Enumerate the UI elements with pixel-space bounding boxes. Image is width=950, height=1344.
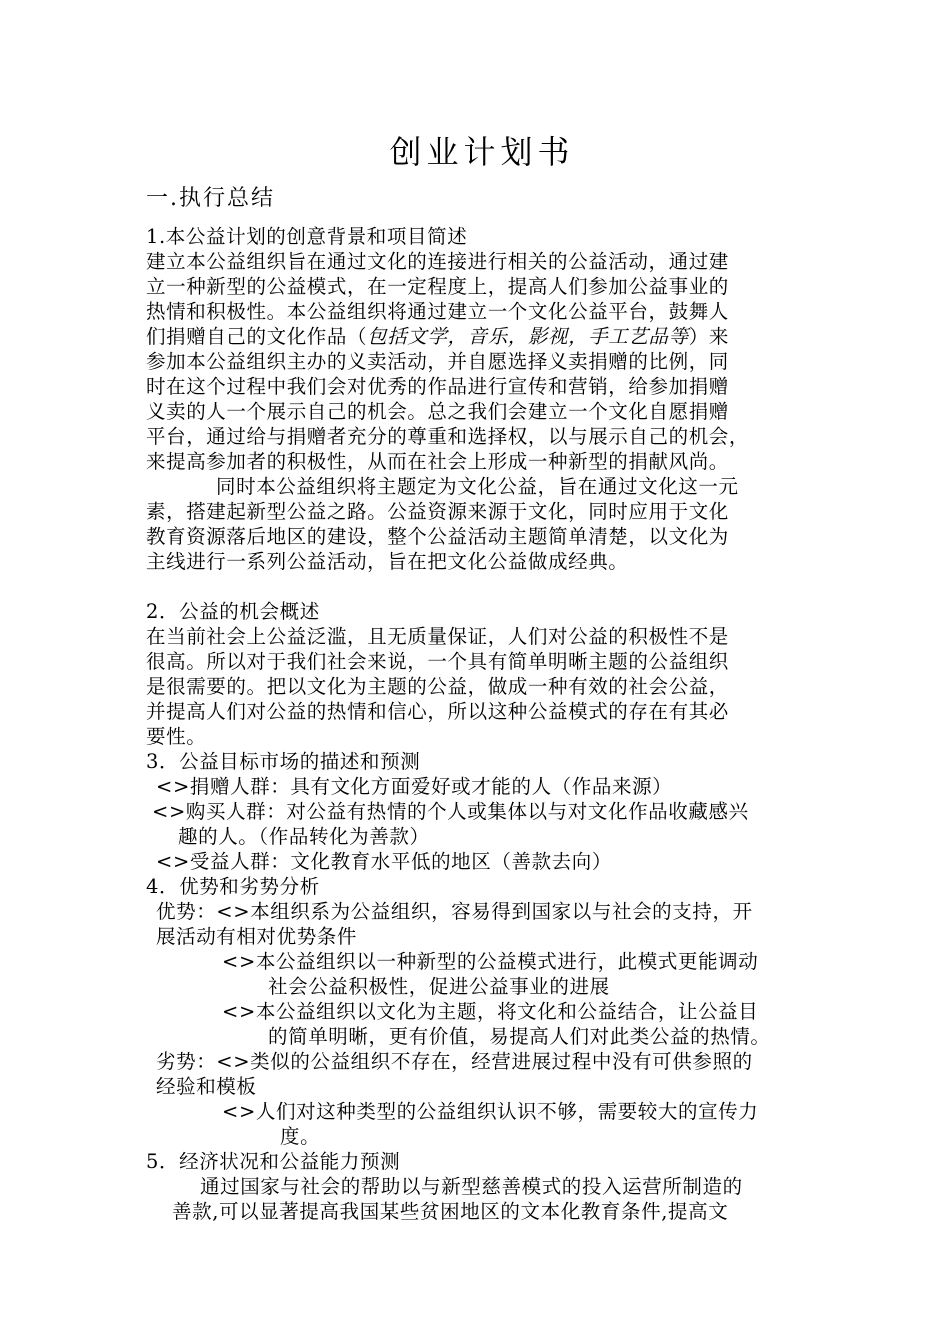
s1-line: 立一种新型的公益模式，在一定程度上，提高人们参加公益事业的 (146, 275, 729, 298)
section-heading: 一.执行总结 (146, 186, 275, 211)
s1-heading: 1.本公益计划的创意背景和项目简述 (146, 225, 468, 248)
s4-line: 展活动有相对优势条件 (156, 925, 358, 948)
s4-line: 优势：<>本组织系为公益组织，容易得到国家以与社会的支持，开 (156, 900, 753, 923)
s4-line: <>本公益组织以一种新型的公益模式进行，此模式更能调动 (222, 950, 759, 973)
s1-line: 热情和积极性。本公益组织将通过建立一个文化公益平台，鼓舞人 (146, 300, 729, 323)
s3-heading: 3．公益目标市场的描述和预测 (146, 750, 421, 773)
s5-heading: 5．经济状况和公益能力预测 (146, 1150, 401, 1173)
s3-line: 趣的人。（作品转化为善款） (178, 825, 430, 848)
s4-line: 度。 (280, 1125, 321, 1148)
s2-heading: 2．公益的机会概述 (146, 600, 320, 623)
s3-line: <>购买人群：对公益有热情的个人或集体以与对文化作品收藏感兴 (152, 800, 749, 823)
s4-line: 劣势：<>类似的公益组织不存在，经营进展过程中没有可供参照的 (156, 1050, 753, 1073)
s1-line: 来提高参加者的积极性，从而在社会上形成一种新型的捐献风尚。 (146, 450, 729, 473)
s2-line: 很高。所以对于我们社会来说，一个具有简单明晰主题的公益组织 (146, 650, 729, 673)
document-title: 创业计划书 (389, 133, 575, 171)
s1-line: 素，搭建起新型公益之路。公益资源来源于文化，同时应用于文化 (146, 500, 729, 523)
s1-line (146, 324, 729, 350)
s2-line: 要性。 (146, 725, 207, 748)
s1-line: 建立本公益组织旨在通过文化的连接进行相关的公益活动，通过建 (146, 250, 729, 273)
s1-line4-pre: 们捐赠自己的文化作品（ (146, 325, 368, 348)
s2-line: 是很需要的。把以文化为主题的公益，做成一种有效的社会公益， (146, 675, 729, 698)
s1-line4-italic: 包括文学，音乐，影视，手工艺品等 (367, 325, 689, 348)
s4-heading: 4．优势和劣势分析 (146, 875, 320, 898)
s4-line: 社会公益积极性，促进公益事业的进展 (268, 975, 610, 998)
s2-line: 并提高人们对公益的热情和信心，所以这种公益模式的存在有其必 (146, 700, 729, 723)
s5-line: 善款,可以显著提高我国某些贫困地区的文本化教育条件,提高文 (172, 1200, 729, 1223)
s4-line: <>人们对这种类型的公益组织认识不够，需要较大的宣传力 (222, 1100, 759, 1123)
s1-line: 平台，通过给与捐赠者充分的尊重和选择权，以与展示自己的机会， (146, 425, 750, 448)
s1-line: 同时本公益组织将主题定为文化公益，旨在通过文化这一元 (216, 475, 739, 498)
s2-line: 在当前社会上公益泛滥，且无质量保证，人们对公益的积极性不是 (146, 625, 729, 648)
s1-line: 主线进行一系列公益活动，旨在把文化公益做成经典。 (146, 550, 629, 573)
s1-line: 义卖的人一个展示自己的机会。总之我们会建立一个文化自愿捐赠 (146, 400, 729, 423)
s1-line: 教育资源落后地区的建设，整个公益活动主题简单清楚，以文化为 (146, 525, 729, 548)
s1-line: 时在这个过程中我们会对优秀的作品进行宣传和营销，给参加捐赠 (146, 375, 729, 398)
s4-line: 经验和模板 (156, 1075, 257, 1098)
s3-line: <>捐赠人群：具有文化方面爱好或才能的人（作品来源） (156, 775, 673, 798)
s1-line: 参加本公益组织主办的义卖活动，并自愿选择义卖捐赠的比例，同 (146, 350, 729, 373)
s4-line: 的简单明晰，更有价值，易提高人们对此类公益的热情。 (268, 1025, 771, 1048)
s5-line: 通过国家与社会的帮助以与新型慈善模式的投入运营所制造的 (200, 1175, 743, 1198)
s4-line: <>本公益组织以文化为主题，将文化和公益结合，让公益目 (222, 1000, 759, 1023)
s1-line4-post: ）来 (688, 325, 729, 348)
s3-line: <>受益人群：文化教育水平低的地区（善款去向） (156, 850, 612, 873)
